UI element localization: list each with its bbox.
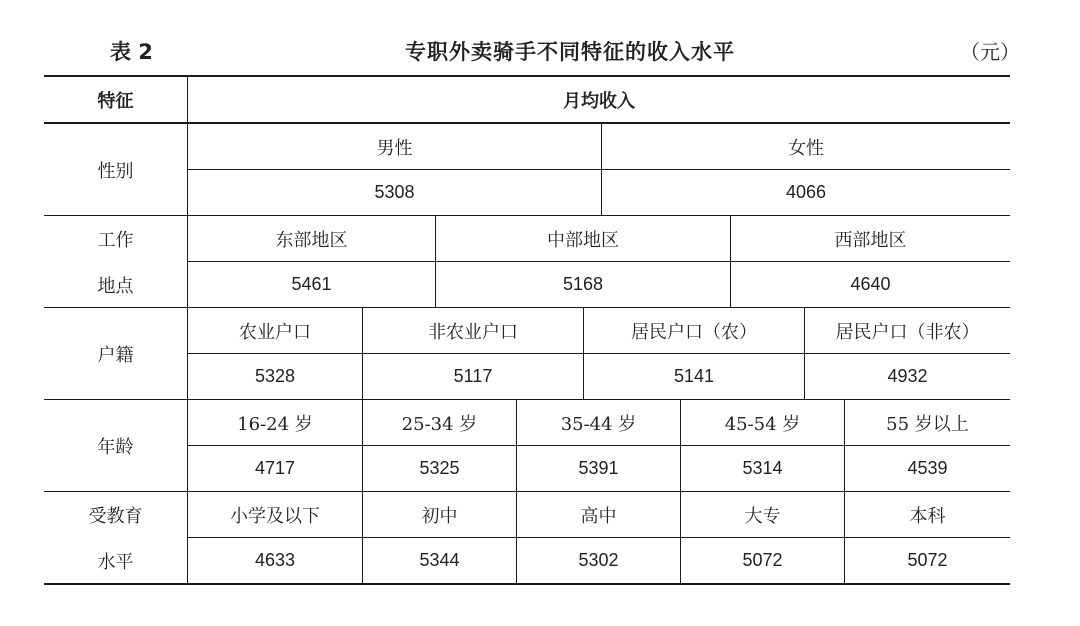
age-category: 45-54 岁: [724, 413, 801, 435]
education-value: 5072: [742, 550, 783, 570]
table-number: 表 2: [110, 40, 153, 64]
hukou-category: 居民户口（农）: [631, 321, 757, 343]
hukou-category: 农业户口: [239, 321, 311, 343]
age-value: 4717: [254, 458, 296, 478]
location-label-line1: 工作: [97, 229, 134, 251]
age-label: 年龄: [97, 436, 134, 458]
hukou-value: 4932: [887, 366, 928, 386]
header-income: 月均收入: [563, 90, 635, 112]
gender-value: 5308: [374, 182, 415, 202]
age-value: 4539: [907, 458, 948, 478]
education-category: 初中: [421, 505, 458, 527]
education-value: 4633: [254, 550, 296, 570]
gender-category: 女性: [788, 137, 824, 159]
age-category: 25-34 岁: [401, 413, 478, 435]
age-category: 55 岁以上: [886, 413, 969, 435]
education-category: 高中: [580, 505, 617, 527]
education-value: 5344: [419, 550, 460, 570]
hukou-category: 非农业户口: [428, 321, 518, 343]
education-category: 小学及以下: [230, 505, 320, 527]
education-category: 本科: [909, 505, 946, 527]
hukou-value: 5328: [254, 366, 296, 386]
table-title: 专职外卖骑手不同特征的收入水平: [405, 40, 735, 64]
gender-category: 男性: [376, 137, 413, 159]
location-category: 中部地区: [547, 229, 619, 251]
gender-value: 4066: [785, 182, 827, 202]
header-feature: 特征: [97, 90, 134, 112]
location-value: 5461: [291, 274, 332, 294]
gender-label: 性别: [97, 160, 134, 182]
hukou-value: 5141: [673, 366, 715, 386]
location-value: 5168: [562, 274, 604, 294]
location-category: 西部地区: [834, 229, 907, 251]
education-category: 大专: [744, 505, 781, 527]
education-value: 5072: [907, 550, 948, 570]
location-label-line2: 地点: [97, 275, 134, 297]
age-category: 35-44 岁: [560, 413, 637, 435]
bottom-rule: [44, 583, 1010, 585]
age-value: 5325: [419, 458, 460, 478]
hukou-category: 居民户口（非农）: [835, 321, 980, 343]
unit-label: （元）: [960, 40, 1020, 64]
age-value: 5391: [578, 458, 619, 478]
age-category: 16-24 岁: [237, 413, 313, 435]
location-category: 东部地区: [275, 229, 348, 251]
hukou-value: 5117: [453, 366, 493, 386]
education-value: 5302: [578, 550, 619, 570]
hukou-label: 户籍: [97, 344, 134, 366]
education-label-line2: 水平: [97, 551, 134, 573]
location-value: 4640: [850, 274, 891, 294]
age-value: 5314: [742, 458, 783, 478]
education-label-line1: 受教育: [88, 505, 143, 527]
